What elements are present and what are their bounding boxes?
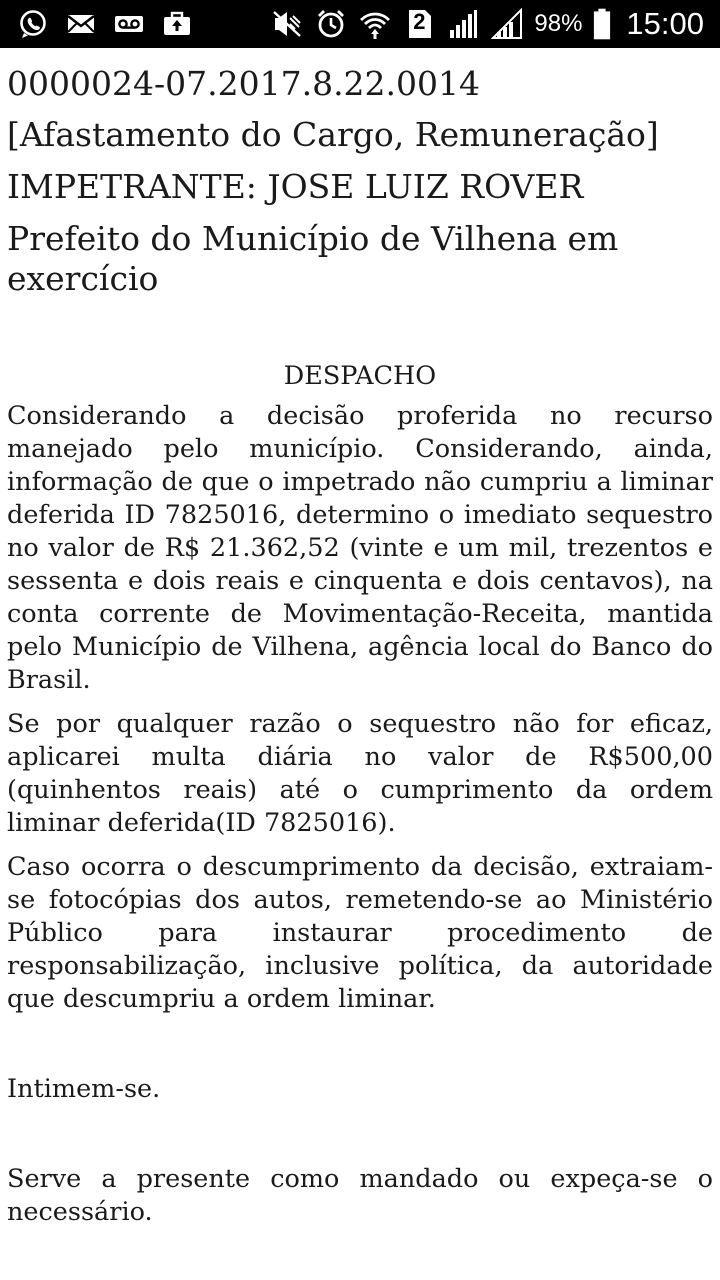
intimem-line: Intimem-se. <box>7 1074 161 1104</box>
paragraph: Se por qualquer razão o sequestro não for eficaz, aplicarei multa diária no valor de R$500,00 (quinhentos reais) até o cumprimento da ordem liminar deferida(ID 7825016). <box>7 709 713 838</box>
battery-percent: 98% <box>534 10 583 37</box>
mute-icon <box>270 7 304 41</box>
wifi-icon <box>358 7 392 41</box>
despacho-title: DESPACHO <box>283 361 437 391</box>
whatsapp-icon <box>16 7 50 41</box>
system-icons <box>270 6 704 42</box>
clock: 15:00 <box>626 6 704 41</box>
impetrante: IMPETRANTE: JOSE LUIZ ROVER <box>7 167 584 206</box>
voicemail-icon <box>112 7 146 41</box>
sim-2-icon <box>402 7 436 41</box>
briefcase-upload-icon <box>160 7 194 41</box>
alarm-icon <box>314 7 348 41</box>
paragraph: Considerando a decisão proferida no recurso manejado pelo município. Considerando, ainda, informação de que o impetrado não cumpriu a liminar deferida ID 7825016, determino o imediato sequestro no valor de R$ 21.362,52 (vinte e um mil, trezentos e sessenta e dois reais e cinquenta e dois centavos), na conta corrente de Movimentação-Receita, mantida pelo Município de Vilhena, agência local do Banco do Brasil. <box>7 401 713 695</box>
serve-line: Serve a presente como mandado ou expeça-se o necessário. <box>7 1164 713 1227</box>
sim-slot-label: 2 <box>413 9 426 34</box>
battery-icon <box>592 7 612 41</box>
status-bar <box>0 0 720 48</box>
signal-icon <box>490 7 524 41</box>
signal-icon <box>446 7 480 41</box>
case-subject: [Afastamento do Cargo, Remuneração] <box>7 115 659 154</box>
notification-icons <box>16 6 194 42</box>
mail-icon <box>64 7 98 41</box>
process-number: 0000024-07.2017.8.22.0014 <box>7 64 481 103</box>
authority: Prefeito do Município de Vilhena em exercício <box>7 219 619 298</box>
paragraph: Caso ocorra o descumprimento da decisão, extraiam-se fotocópias dos autos, remetendo-se ao Ministério Público para instaurar procedimento de responsabilização, inclusive política, da autoridade que descumpriu a ordem liminar. <box>7 852 713 1014</box>
document-body <box>7 360 713 1229</box>
document-header <box>7 64 715 311</box>
